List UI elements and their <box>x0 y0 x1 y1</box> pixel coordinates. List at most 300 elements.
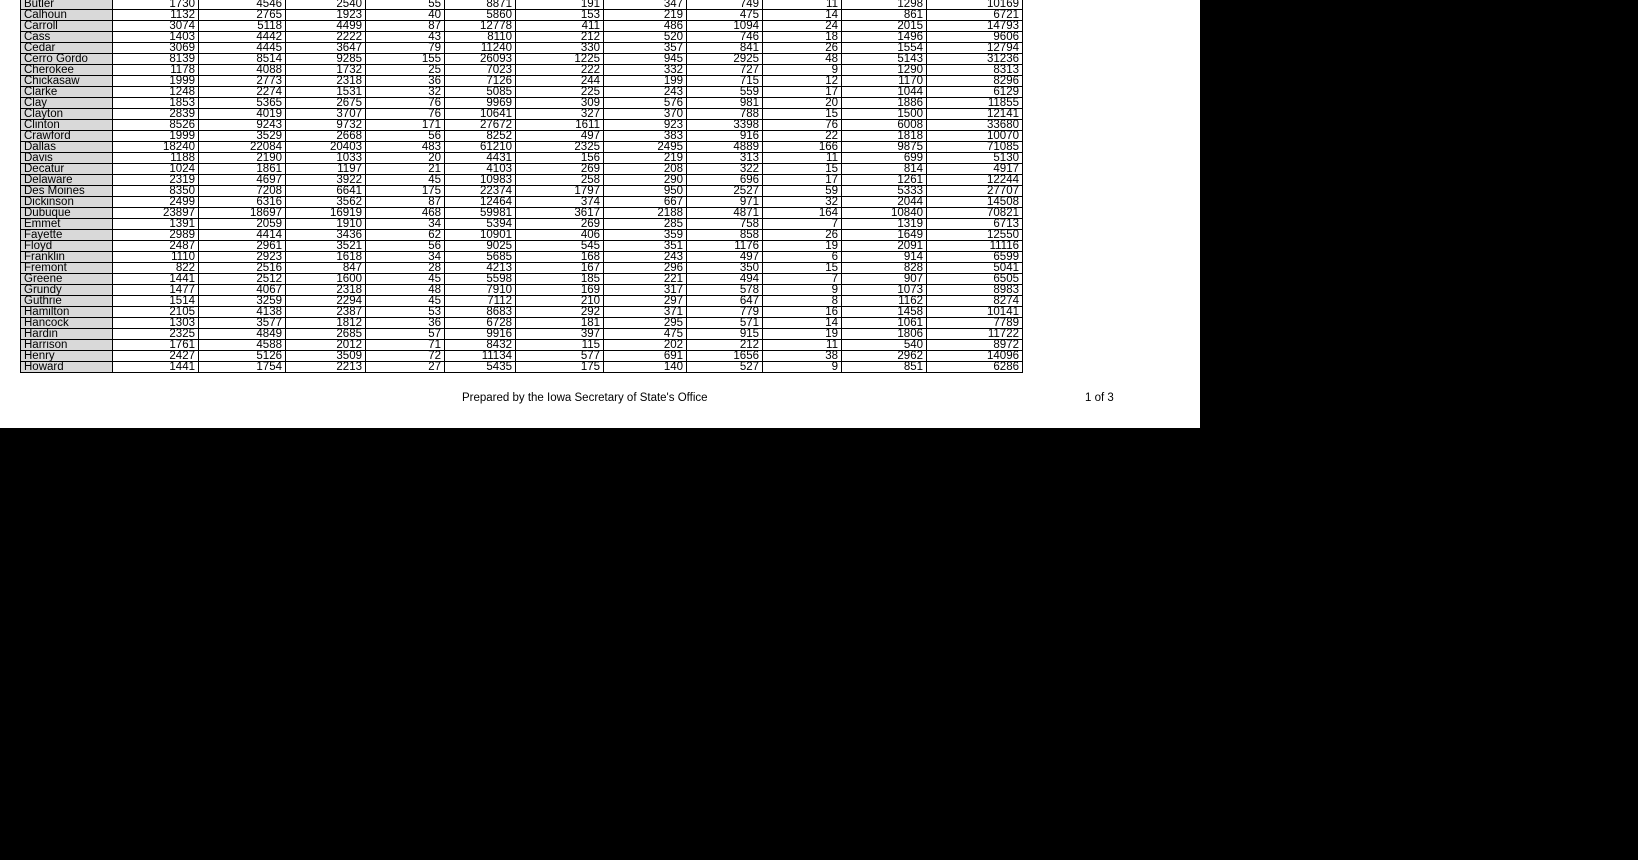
value-cell: 32 <box>366 87 445 98</box>
value-cell: 1044 <box>842 87 927 98</box>
table-row <box>21 362 1023 373</box>
value-cell: 269 <box>516 164 604 175</box>
table-row <box>21 54 1023 65</box>
value-cell: 27 <box>366 362 445 373</box>
value-cell: 1162 <box>842 296 927 307</box>
value-cell: 155 <box>366 54 445 65</box>
value-cell: 5041 <box>927 263 1023 274</box>
county-name-cell: Howard <box>21 362 113 373</box>
value-cell: 12244 <box>927 175 1023 186</box>
value-cell: 1999 <box>113 131 199 142</box>
value-cell: 3069 <box>113 43 199 54</box>
value-cell: 34 <box>366 219 445 230</box>
value-cell: 9875 <box>842 142 927 153</box>
value-cell: 5126 <box>199 351 286 362</box>
table-row <box>21 241 1023 252</box>
value-cell: 468 <box>366 208 445 219</box>
value-cell: 3922 <box>286 175 366 186</box>
value-cell: 5333 <box>842 186 927 197</box>
county-registration-table <box>20 0 1023 373</box>
value-cell: 62 <box>366 230 445 241</box>
value-cell: 3074 <box>113 21 199 32</box>
value-cell: 1033 <box>286 153 366 164</box>
value-cell: 1477 <box>113 285 199 296</box>
value-cell: 1290 <box>842 65 927 76</box>
value-cell: 841 <box>687 43 763 54</box>
value-cell: 244 <box>516 76 604 87</box>
value-cell: 6 <box>763 252 842 263</box>
value-cell: 2962 <box>842 351 927 362</box>
value-cell: 6728 <box>445 318 516 329</box>
value-cell: 17 <box>763 175 842 186</box>
value-cell: 3647 <box>286 43 366 54</box>
value-cell: 56 <box>366 131 445 142</box>
value-cell: 5685 <box>445 252 516 263</box>
value-cell: 3617 <box>516 208 604 219</box>
value-cell: 181 <box>516 318 604 329</box>
county-name-cell: Fremont <box>21 263 113 274</box>
value-cell: 1500 <box>842 109 927 120</box>
value-cell: 1170 <box>842 76 927 87</box>
value-cell: 915 <box>687 329 763 340</box>
value-cell: 2044 <box>842 197 927 208</box>
value-cell: 758 <box>687 219 763 230</box>
value-cell: 24 <box>763 21 842 32</box>
value-cell: 2685 <box>286 329 366 340</box>
value-cell: 4546 <box>199 0 286 10</box>
value-cell: 2773 <box>199 76 286 87</box>
table-row <box>21 21 1023 32</box>
value-cell: 1618 <box>286 252 366 263</box>
value-cell: 4138 <box>199 307 286 318</box>
value-cell: 1649 <box>842 230 927 241</box>
value-cell: 2222 <box>286 32 366 43</box>
table-body <box>21 0 1023 373</box>
value-cell: 332 <box>604 65 687 76</box>
county-name-cell: Clarke <box>21 87 113 98</box>
table-row <box>21 318 1023 329</box>
value-cell: 577 <box>516 351 604 362</box>
value-cell: 14508 <box>927 197 1023 208</box>
value-cell: 2294 <box>286 296 366 307</box>
value-cell: 1818 <box>842 131 927 142</box>
value-cell: 14 <box>763 10 842 21</box>
county-name-cell: Cedar <box>21 43 113 54</box>
value-cell: 12 <box>763 76 842 87</box>
value-cell: 1403 <box>113 32 199 43</box>
value-cell: 647 <box>687 296 763 307</box>
value-cell: 1132 <box>113 10 199 21</box>
value-cell: 9732 <box>286 120 366 131</box>
value-cell: 1197 <box>286 164 366 175</box>
value-cell: 7023 <box>445 65 516 76</box>
value-cell: 4213 <box>445 263 516 274</box>
value-cell: 4088 <box>199 65 286 76</box>
value-cell: 406 <box>516 230 604 241</box>
value-cell: 814 <box>842 164 927 175</box>
value-cell: 26 <box>763 230 842 241</box>
county-name-cell: Franklin <box>21 252 113 263</box>
value-cell: 31236 <box>927 54 1023 65</box>
table-row <box>21 296 1023 307</box>
value-cell: 3577 <box>199 318 286 329</box>
value-cell: 12464 <box>445 197 516 208</box>
table-row <box>21 186 1023 197</box>
value-cell: 140 <box>604 362 687 373</box>
value-cell: 6008 <box>842 120 927 131</box>
value-cell: 71085 <box>927 142 1023 153</box>
value-cell: 7112 <box>445 296 516 307</box>
table-row <box>21 131 1023 142</box>
value-cell: 28 <box>366 263 445 274</box>
value-cell: 9285 <box>286 54 366 65</box>
value-cell: 1176 <box>687 241 763 252</box>
value-cell: 10901 <box>445 230 516 241</box>
value-cell: 18 <box>763 32 842 43</box>
value-cell: 285 <box>604 219 687 230</box>
value-cell: 10141 <box>927 307 1023 318</box>
value-cell: 61210 <box>445 142 516 153</box>
value-cell: 153 <box>516 10 604 21</box>
value-cell: 4697 <box>199 175 286 186</box>
value-cell: 9025 <box>445 241 516 252</box>
value-cell: 2015 <box>842 21 927 32</box>
value-cell: 45 <box>366 296 445 307</box>
value-cell: 1554 <box>842 43 927 54</box>
value-cell: 26 <box>763 43 842 54</box>
value-cell: 5118 <box>199 21 286 32</box>
value-cell: 166 <box>763 142 842 153</box>
value-cell: 475 <box>687 10 763 21</box>
value-cell: 1303 <box>113 318 199 329</box>
value-cell: 1458 <box>842 307 927 318</box>
value-cell: 923 <box>604 120 687 131</box>
table-row <box>21 32 1023 43</box>
value-cell: 21 <box>366 164 445 175</box>
value-cell: 212 <box>516 32 604 43</box>
value-cell: 3529 <box>199 131 286 142</box>
value-cell: 1441 <box>113 274 199 285</box>
value-cell: 2512 <box>199 274 286 285</box>
value-cell: 2012 <box>286 340 366 351</box>
table-row <box>21 340 1023 351</box>
value-cell: 7126 <box>445 76 516 87</box>
value-cell: 1861 <box>199 164 286 175</box>
value-cell: 5143 <box>842 54 927 65</box>
value-cell: 221 <box>604 274 687 285</box>
value-cell: 168 <box>516 252 604 263</box>
value-cell: 1611 <box>516 120 604 131</box>
value-cell: 11240 <box>445 43 516 54</box>
table-row <box>21 329 1023 340</box>
value-cell: 2387 <box>286 307 366 318</box>
value-cell: 36 <box>366 76 445 87</box>
value-cell: 667 <box>604 197 687 208</box>
value-cell: 258 <box>516 175 604 186</box>
value-cell: 1188 <box>113 153 199 164</box>
value-cell: 322 <box>687 164 763 175</box>
value-cell: 243 <box>604 252 687 263</box>
value-cell: 2675 <box>286 98 366 109</box>
value-cell: 1886 <box>842 98 927 109</box>
value-cell: 317 <box>604 285 687 296</box>
value-cell: 212 <box>687 340 763 351</box>
value-cell: 330 <box>516 43 604 54</box>
value-cell: 1754 <box>199 362 286 373</box>
value-cell: 1761 <box>113 340 199 351</box>
value-cell: 7789 <box>927 318 1023 329</box>
value-cell: 17 <box>763 87 842 98</box>
value-cell: 3562 <box>286 197 366 208</box>
value-cell: 11722 <box>927 329 1023 340</box>
county-name-cell: Davis <box>21 153 113 164</box>
value-cell: 1812 <box>286 318 366 329</box>
value-cell: 370 <box>604 109 687 120</box>
county-name-cell: Dubuque <box>21 208 113 219</box>
value-cell: 861 <box>842 10 927 21</box>
county-name-cell: Clinton <box>21 120 113 131</box>
value-cell: 48 <box>763 54 842 65</box>
value-cell: 2923 <box>199 252 286 263</box>
value-cell: 1806 <box>842 329 927 340</box>
value-cell: 2540 <box>286 0 366 10</box>
value-cell: 171 <box>366 120 445 131</box>
value-cell: 779 <box>687 307 763 318</box>
value-cell: 10641 <box>445 109 516 120</box>
value-cell: 6721 <box>927 10 1023 21</box>
value-cell: 22 <box>763 131 842 142</box>
table-row <box>21 274 1023 285</box>
value-cell: 156 <box>516 153 604 164</box>
value-cell: 847 <box>286 263 366 274</box>
value-cell: 8432 <box>445 340 516 351</box>
document-page <box>0 0 1200 428</box>
value-cell: 9916 <box>445 329 516 340</box>
value-cell: 38 <box>763 351 842 362</box>
value-cell: 3509 <box>286 351 366 362</box>
value-cell: 15 <box>763 109 842 120</box>
value-cell: 27707 <box>927 186 1023 197</box>
value-cell: 199 <box>604 76 687 87</box>
county-name-cell: Dickinson <box>21 197 113 208</box>
value-cell: 1061 <box>842 318 927 329</box>
table-row <box>21 285 1023 296</box>
value-cell: 858 <box>687 230 763 241</box>
value-cell: 1514 <box>113 296 199 307</box>
value-cell: 243 <box>604 87 687 98</box>
value-cell: 788 <box>687 109 763 120</box>
value-cell: 1319 <box>842 219 927 230</box>
page-number: 1 of 3 <box>1085 392 1114 404</box>
value-cell: 540 <box>842 340 927 351</box>
value-cell: 191 <box>516 0 604 10</box>
value-cell: 269 <box>516 219 604 230</box>
value-cell: 1853 <box>113 98 199 109</box>
value-cell: 350 <box>687 263 763 274</box>
table-row <box>21 263 1023 274</box>
county-name-cell: Dallas <box>21 142 113 153</box>
value-cell: 6641 <box>286 186 366 197</box>
value-cell: 12778 <box>445 21 516 32</box>
county-name-cell: Decatur <box>21 164 113 175</box>
value-cell: 691 <box>604 351 687 362</box>
value-cell: 56 <box>366 241 445 252</box>
value-cell: 210 <box>516 296 604 307</box>
county-name-cell: Harrison <box>21 340 113 351</box>
value-cell: 8350 <box>113 186 199 197</box>
value-cell: 3436 <box>286 230 366 241</box>
value-cell: 2213 <box>286 362 366 373</box>
value-cell: 55 <box>366 0 445 10</box>
county-name-cell: Floyd <box>21 241 113 252</box>
value-cell: 12550 <box>927 230 1023 241</box>
value-cell: 497 <box>687 252 763 263</box>
value-cell: 40 <box>366 10 445 21</box>
value-cell: 4445 <box>199 43 286 54</box>
county-name-cell: Clayton <box>21 109 113 120</box>
value-cell: 374 <box>516 197 604 208</box>
value-cell: 7 <box>763 219 842 230</box>
value-cell: 292 <box>516 307 604 318</box>
county-name-cell: Carroll <box>21 21 113 32</box>
value-cell: 347 <box>604 0 687 10</box>
value-cell: 8274 <box>927 296 1023 307</box>
value-cell: 22374 <box>445 186 516 197</box>
value-cell: 76 <box>763 120 842 131</box>
value-cell: 2839 <box>113 109 199 120</box>
value-cell: 8972 <box>927 340 1023 351</box>
value-cell: 2499 <box>113 197 199 208</box>
table-row <box>21 98 1023 109</box>
value-cell: 115 <box>516 340 604 351</box>
value-cell: 2527 <box>687 186 763 197</box>
value-cell: 7 <box>763 274 842 285</box>
value-cell: 545 <box>516 241 604 252</box>
value-cell: 14096 <box>927 351 1023 362</box>
value-cell: 6599 <box>927 252 1023 263</box>
table-row <box>21 0 1023 10</box>
value-cell: 20 <box>763 98 842 109</box>
value-cell: 219 <box>604 10 687 21</box>
value-cell: 2668 <box>286 131 366 142</box>
county-name-cell: Hamilton <box>21 307 113 318</box>
value-cell: 169 <box>516 285 604 296</box>
table-row <box>21 142 1023 153</box>
value-cell: 383 <box>604 131 687 142</box>
value-cell: 45 <box>366 274 445 285</box>
table-row <box>21 43 1023 54</box>
value-cell: 1073 <box>842 285 927 296</box>
table-row <box>21 219 1023 230</box>
value-cell: 23897 <box>113 208 199 219</box>
value-cell: 43 <box>366 32 445 43</box>
value-cell: 5085 <box>445 87 516 98</box>
value-cell: 2516 <box>199 263 286 274</box>
value-cell: 9 <box>763 362 842 373</box>
value-cell: 2188 <box>604 208 687 219</box>
value-cell: 727 <box>687 65 763 76</box>
value-cell: 9 <box>763 285 842 296</box>
value-cell: 2190 <box>199 153 286 164</box>
value-cell: 10070 <box>927 131 1023 142</box>
value-cell: 5365 <box>199 98 286 109</box>
value-cell: 185 <box>516 274 604 285</box>
county-name-cell: Des Moines <box>21 186 113 197</box>
value-cell: 36 <box>366 318 445 329</box>
value-cell: 297 <box>604 296 687 307</box>
value-cell: 79 <box>366 43 445 54</box>
value-cell: 576 <box>604 98 687 109</box>
value-cell: 20403 <box>286 142 366 153</box>
value-cell: 1910 <box>286 219 366 230</box>
value-cell: 2925 <box>687 54 763 65</box>
value-cell: 70821 <box>927 208 1023 219</box>
table-row <box>21 109 1023 120</box>
county-name-cell: Calhoun <box>21 10 113 21</box>
table-row <box>21 65 1023 76</box>
value-cell: 5394 <box>445 219 516 230</box>
value-cell: 10840 <box>842 208 927 219</box>
value-cell: 8983 <box>927 285 1023 296</box>
value-cell: 2427 <box>113 351 199 362</box>
value-cell: 8110 <box>445 32 516 43</box>
value-cell: 1248 <box>113 87 199 98</box>
value-cell: 8871 <box>445 0 516 10</box>
table-row <box>21 197 1023 208</box>
value-cell: 8296 <box>927 76 1023 87</box>
value-cell: 7208 <box>199 186 286 197</box>
value-cell: 1298 <box>842 0 927 10</box>
value-cell: 222 <box>516 65 604 76</box>
value-cell: 33680 <box>927 120 1023 131</box>
value-cell: 20 <box>366 153 445 164</box>
county-name-cell: Clay <box>21 98 113 109</box>
value-cell: 11 <box>763 153 842 164</box>
value-cell: 9606 <box>927 32 1023 43</box>
value-cell: 8139 <box>113 54 199 65</box>
value-cell: 2961 <box>199 241 286 252</box>
value-cell: 1391 <box>113 219 199 230</box>
value-cell: 5860 <box>445 10 516 21</box>
value-cell: 397 <box>516 329 604 340</box>
value-cell: 971 <box>687 197 763 208</box>
value-cell: 371 <box>604 307 687 318</box>
value-cell: 19 <box>763 329 842 340</box>
value-cell: 225 <box>516 87 604 98</box>
value-cell: 4849 <box>199 329 286 340</box>
county-name-cell: Cerro Gordo <box>21 54 113 65</box>
value-cell: 520 <box>604 32 687 43</box>
value-cell: 5598 <box>445 274 516 285</box>
value-cell: 950 <box>604 186 687 197</box>
value-cell: 8526 <box>113 120 199 131</box>
value-cell: 219 <box>604 153 687 164</box>
value-cell: 2318 <box>286 285 366 296</box>
table-row <box>21 87 1023 98</box>
value-cell: 15 <box>763 263 842 274</box>
value-cell: 164 <box>763 208 842 219</box>
table-row <box>21 164 1023 175</box>
county-name-cell: Cherokee <box>21 65 113 76</box>
value-cell: 4499 <box>286 21 366 32</box>
value-cell: 309 <box>516 98 604 109</box>
value-cell: 4431 <box>445 153 516 164</box>
value-cell: 1999 <box>113 76 199 87</box>
value-cell: 1094 <box>687 21 763 32</box>
value-cell: 16 <box>763 307 842 318</box>
value-cell: 1496 <box>842 32 927 43</box>
county-name-cell: Grundy <box>21 285 113 296</box>
